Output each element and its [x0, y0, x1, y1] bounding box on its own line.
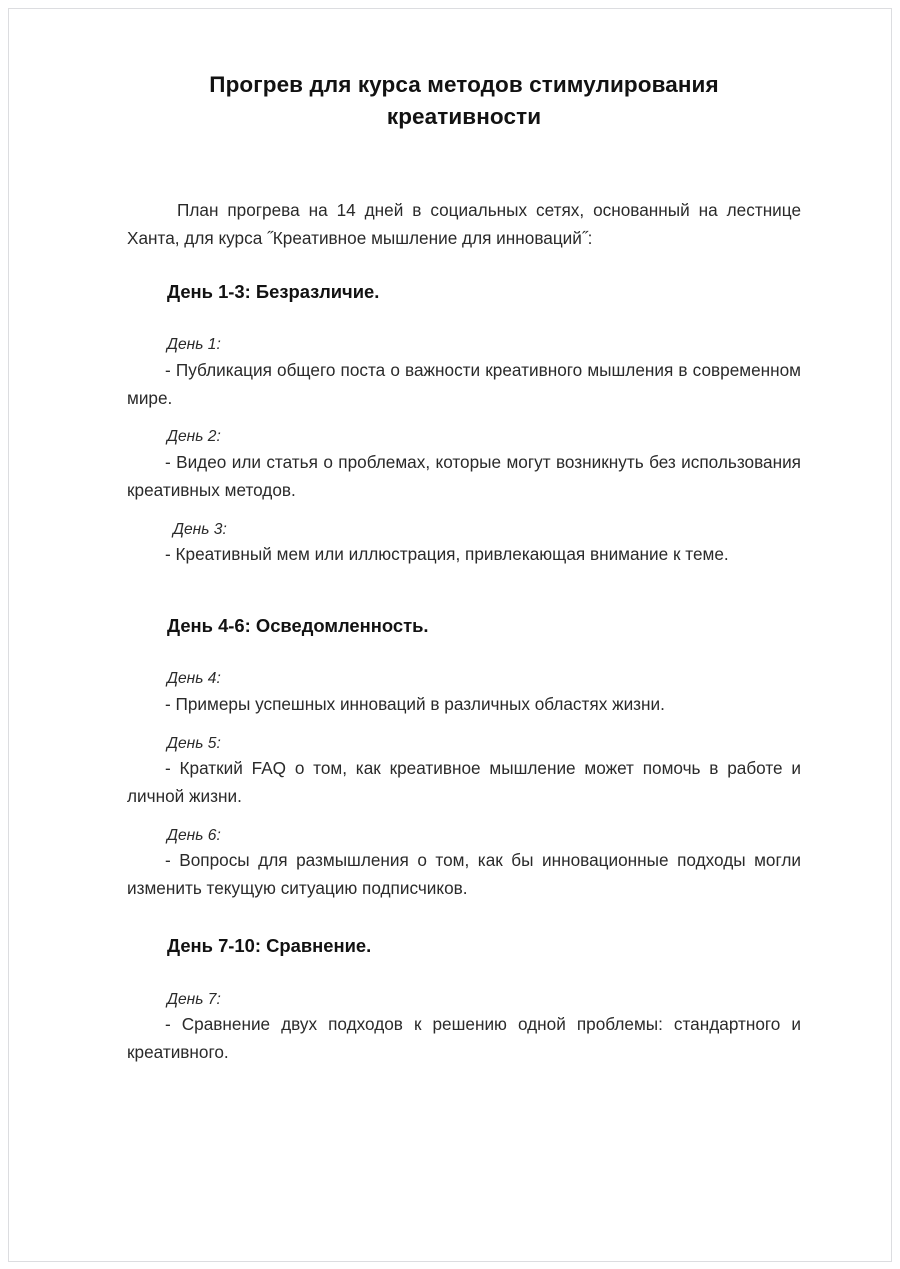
day-entry	[127, 988, 801, 1067]
spacer-heading-day	[127, 960, 801, 988]
day-label: День 4:	[167, 670, 221, 688]
day-label: День 6:	[167, 826, 221, 844]
page-title: Прогрев для курса методов стимулирования креативности	[209, 72, 719, 129]
day-text: - Вопросы для размышления о том, как бы инновационные подходы могли изменить текущую ситуацию подписчиков.	[127, 850, 801, 899]
day-text: - Краткий FAQ о том, как креативное мышление может помочь в работе и личной жизни.	[127, 758, 801, 806]
section-heading: День 7-10: Сравнение.	[167, 934, 372, 956]
spacer-section	[127, 903, 801, 933]
section-heading: День 1-3: Безразличие.	[167, 280, 380, 302]
day-label: День 3:	[173, 520, 227, 538]
spacer-day	[127, 505, 801, 518]
spacer-intro-section	[127, 253, 801, 279]
day-entry	[127, 425, 801, 504]
day-text: - Видео или статья о проблемах, которые могут возникнуть без использования креативных методов.	[127, 451, 801, 500]
day-label: День 1:	[167, 336, 221, 354]
day-entry	[127, 732, 801, 811]
section-day-7-10	[127, 933, 801, 1067]
day-label: День 5:	[167, 734, 221, 752]
spacer-day	[127, 811, 801, 824]
spacer-heading-day	[127, 305, 801, 333]
day-entry	[127, 667, 801, 718]
intro-paragraph: План прогрева на 14 дней в социальных сетях, основанный на лестнице Ханта, для курса ˝Креативное мышление для инноваций˝:	[127, 199, 801, 248]
spacer-heading-day	[127, 639, 801, 667]
day-label: День 2:	[167, 428, 221, 446]
spacer-day	[127, 719, 801, 732]
spacer-section	[127, 569, 801, 613]
day-label: День 7:	[167, 990, 221, 1008]
day-entry	[127, 824, 801, 903]
day-entry	[127, 333, 801, 412]
document-page-sheet	[8, 8, 892, 1262]
day-text: - Креативный мем или иллюстрация, привлекающая внимание к теме.	[165, 543, 729, 564]
section-heading: День 4-6: Осведомленность.	[167, 614, 429, 636]
day-text: - Публикация общего поста о важности креативного мышления в современном мире.	[127, 359, 801, 408]
section-day-4-6	[127, 613, 801, 903]
spacer-title-intro	[127, 133, 801, 197]
day-text: - Сравнение двух подходов к решению одной проблемы: стандартного и креативного.	[127, 1013, 801, 1062]
section-day-1-3	[127, 279, 801, 569]
spacer-day	[127, 412, 801, 425]
day-text: - Примеры успешных инноваций в различных областях жизни.	[165, 693, 665, 714]
day-entry	[127, 518, 801, 569]
document-body	[127, 69, 801, 1067]
